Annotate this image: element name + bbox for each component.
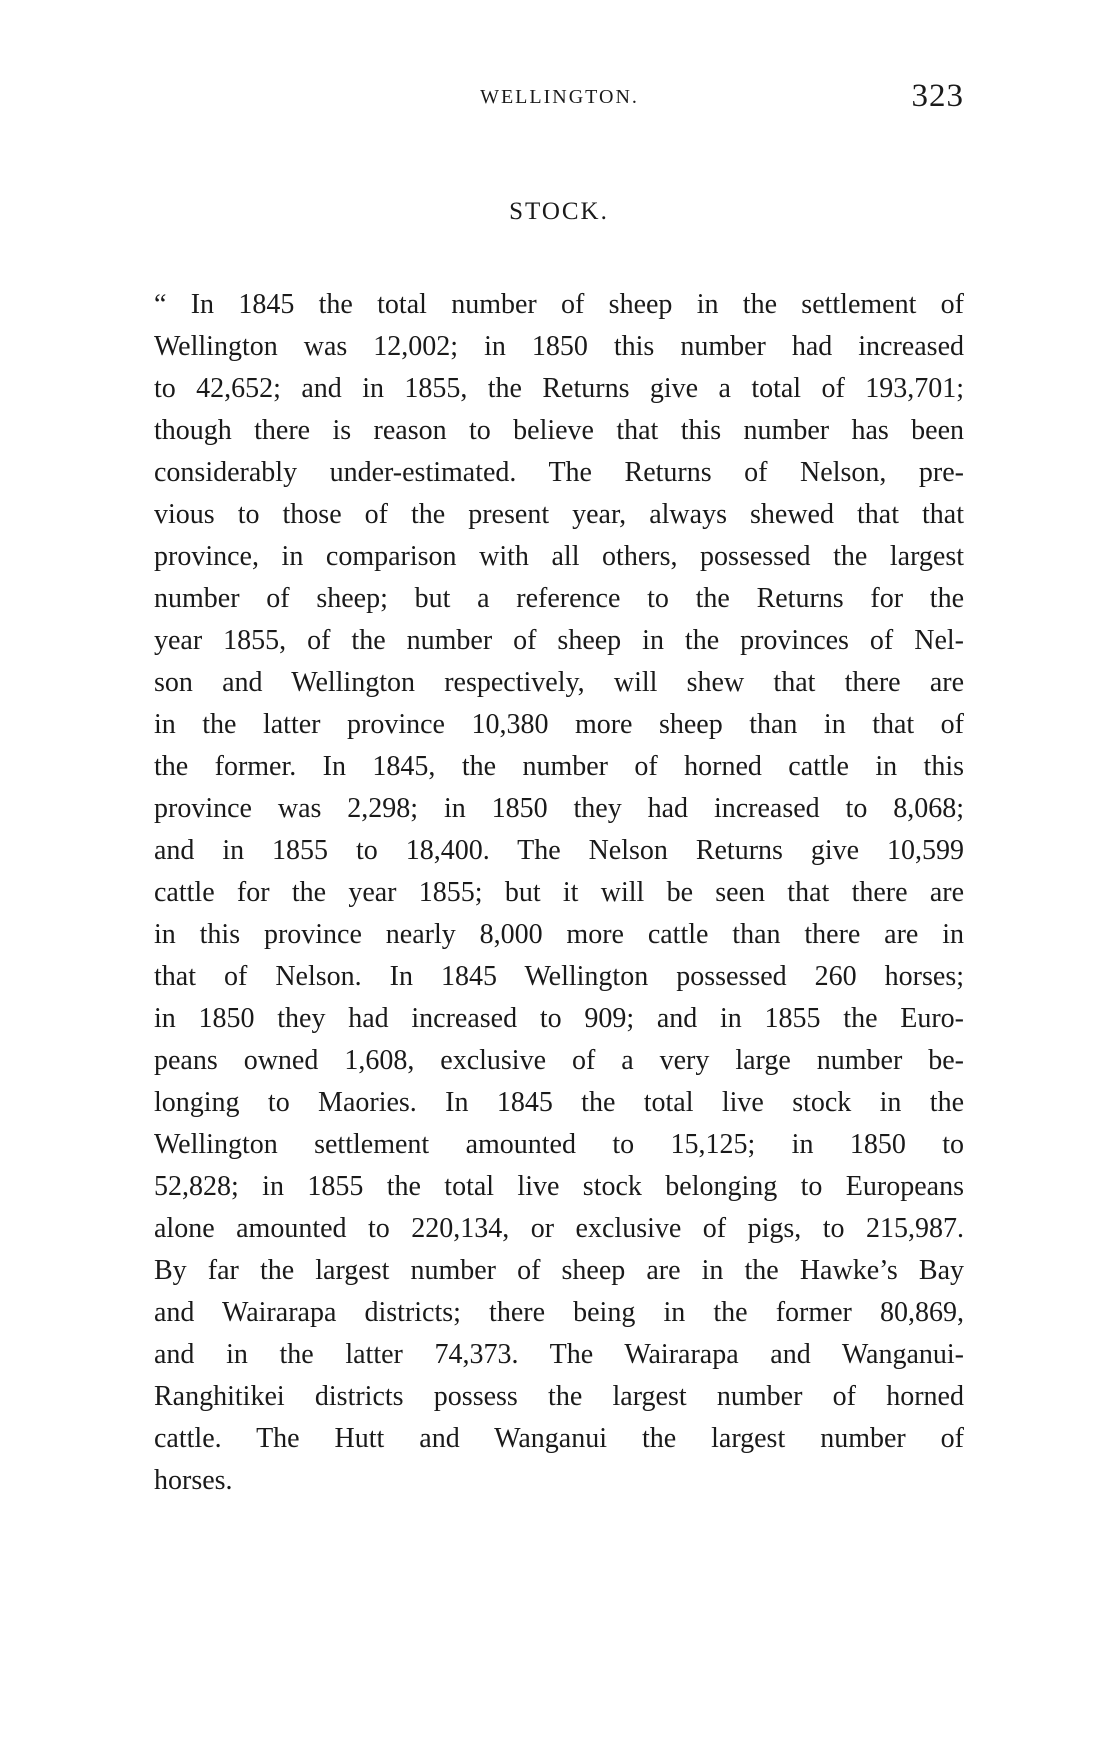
text-line: Wellington settlement amounted to 15,125; in 1850 to bbox=[154, 1129, 964, 1160]
running-head bbox=[155, 78, 964, 118]
text-line: cattle. The Hutt and Wanganui the largest number of bbox=[154, 1423, 964, 1454]
text-line: province was 2,298; in 1850 they had increased to 8,068; bbox=[154, 793, 964, 824]
running-title: WELLINGTON. bbox=[480, 86, 639, 108]
text-line: and in the latter 74,373. The Wairarapa and Wanganui- bbox=[154, 1339, 964, 1370]
text-line: cattle for the year 1855; but it will be seen that there are bbox=[154, 877, 964, 908]
text-line: Wellington was 12,002; in 1850 this number had increased bbox=[154, 331, 964, 362]
text-line: vious to those of the present year, always shewed that that bbox=[154, 499, 964, 530]
text-line: that of Nelson. In 1845 Wellington possessed 260 horses; bbox=[154, 961, 964, 992]
text-line: in 1850 they had increased to 909; and in 1855 the Euro- bbox=[154, 1003, 964, 1034]
text-line: to 42,652; and in 1855, the Returns give a total of 193,701; bbox=[154, 373, 964, 404]
text-line: longing to Maories. In 1845 the total live stock in the bbox=[154, 1087, 964, 1118]
text-line: though there is reason to believe that this number has been bbox=[154, 415, 964, 446]
text-line: in this province nearly 8,000 more cattle than there are in bbox=[154, 919, 964, 950]
text-line: By far the largest number of sheep are in the Hawke’s Bay bbox=[154, 1255, 964, 1286]
text-line: in the latter province 10,380 more sheep than in that of bbox=[154, 709, 964, 740]
text-line: year 1855, of the number of sheep in the provinces of Nel- bbox=[154, 625, 964, 656]
text-line: horses. bbox=[154, 1465, 233, 1496]
text-line: province, in comparison with all others, possessed the largest bbox=[154, 541, 964, 572]
text-line: the former. In 1845, the number of horned cattle in this bbox=[154, 751, 964, 782]
text-line: Ranghitikei districts possess the largest number of horned bbox=[154, 1381, 964, 1412]
text-line: peans owned 1,608, exclusive of a very large number be- bbox=[154, 1045, 964, 1076]
text-line: son and Wellington respectively, will shew that there are bbox=[154, 667, 964, 698]
section-title: STOCK. bbox=[509, 198, 609, 225]
text-line: considerably under-estimated. The Returns of Nelson, pre- bbox=[154, 457, 964, 488]
text-line: and in 1855 to 18,400. The Nelson Returns give 10,599 bbox=[154, 835, 964, 866]
text-line: 52,828; in 1855 the total live stock belonging to Europeans bbox=[154, 1171, 964, 1202]
body-paragraph bbox=[154, 284, 964, 1502]
page-number: 323 bbox=[911, 78, 964, 114]
text-line: alone amounted to 220,134, or exclusive of pigs, to 215,987. bbox=[154, 1213, 964, 1244]
text-line: number of sheep; but a reference to the Returns for the bbox=[154, 583, 964, 614]
text-line: and Wairarapa districts; there being in the former 80,869, bbox=[154, 1297, 964, 1328]
text-line: “ In 1845 the total number of sheep in the settlement of bbox=[154, 289, 964, 320]
